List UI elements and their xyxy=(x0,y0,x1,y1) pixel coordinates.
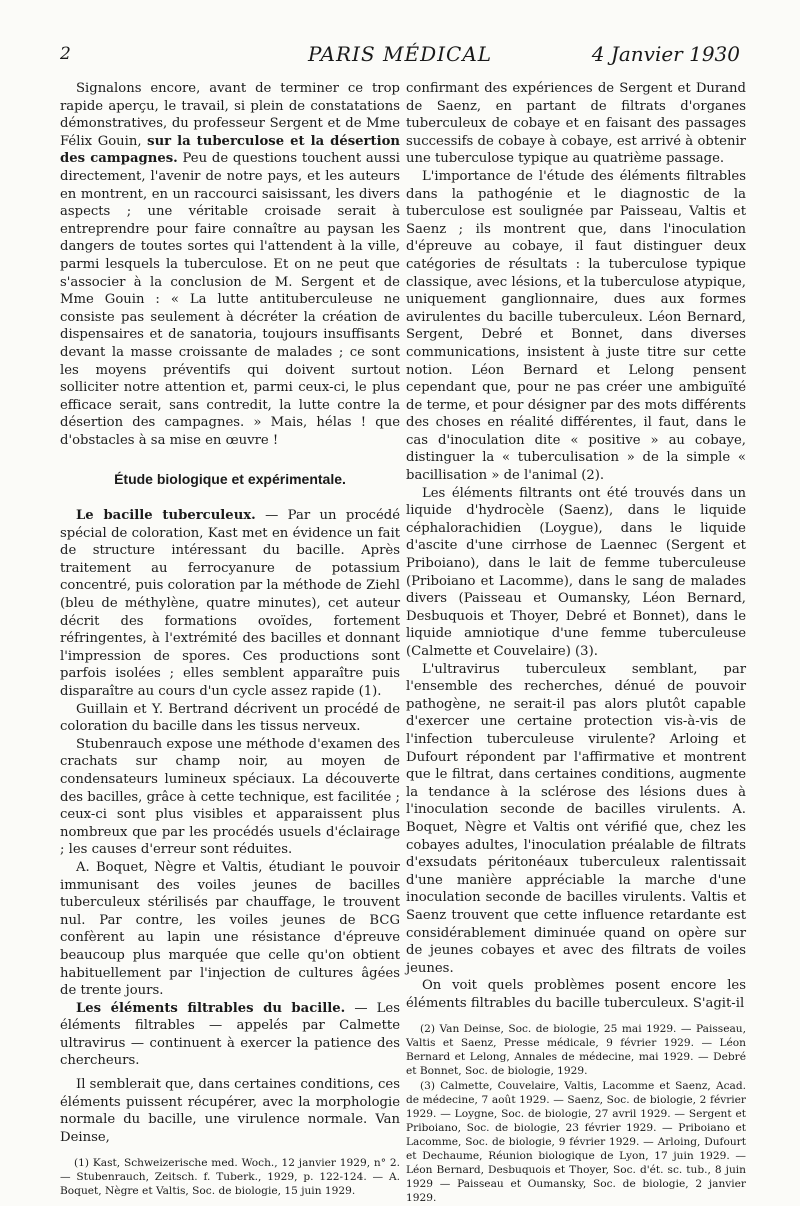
paragraph: Les éléments filtrables du bacille. — Les éléments filtrables — appelés par Calmette ultravirus — continuent à exercer la patience des chercheurs. xyxy=(60,1000,400,1069)
paragraph: L'importance de l'étude des éléments filtrables dans la pathogénie et le diagnostic de la tuberculose est soulignée par Paisseau, Valtis et Saenz ; ils montrent que, dans l'inoculation d'épreuve au cobaye, il faut distinguer deux catégories de résultats : la tuberculose typique classique, avec lésions, et la tuberculose atypique, uniquement ganglionnaire, dues aux formes avirulentes du bacille tuberculeux. Léon Bernard, Sergent, Debré et Bonnet, dans diverses communications, insistent à juste titre sur cette notion. Léon Bernard et Lelong pensent cependant que, pour ne pas créer une ambiguïté de terme, et pour désigner par des mots différents des choses en réalité différentes, il faut, dans le cas d'inoculation dite « positive » au cobaye, distinguer la « tuberculisation » de la simple « bacillisation » de l'animal (2). xyxy=(406,168,746,484)
paragraph: Stubenrauch expose une méthode d'examen des crachats sur champ noir, au moyen de condensateurs lumineux spéciaux. La découverte des bacilles, grâce à cette technique, est facilitée ; ceux-ci sont plus visibles et apparaissent plus nombreux que par les procédés usuels d'éclairage ; les causes d'erreur sont réduites. xyxy=(60,736,400,858)
paragraph: L'ultravirus tuberculeux semblant, par l'ensemble des recherches, dénué de pouvoir pathogène, ne serait-il pas alors plutôt capable d'exercer une certaine protection vis-à-vis de l'infection tuberculeuse virulente? Arloing et Dufourt répondent par l'affirmative et montrent que le filtrat, dans certaines conditions, augmente la tendance à la sclérose des lésions dues à l'inoculation seconde de bacilles virulents. A. Boquet, Nègre et Valtis ont vérifié que, chez les cobayes adultes, l'inoculation préalable de filtrats d'exsudats péritonéaux tuberculeux ralentissait d'une manière appréciable la marche d'une inoculation seconde de bacilles virulents. Valtis et Saenz trouvent que cette influence retardante est considérablement diminuée quand on opère sur de jeunes cobayes et avec des filtrats de voiles jeunes. xyxy=(406,661,746,976)
section-heading: Étude biologique et expérimentale. xyxy=(114,471,346,488)
footnote: (1) Kast, Schweizerische med. Woch., 12 janvier 1929, n° 2. — Stubenrauch, Zeitsch. f. Tuberk., 1929, p. 122-124. — A. Boquet, Nègre et Valtis, Soc. de biologie, 15 juin 1929. xyxy=(60,1157,400,1198)
footnotes xyxy=(60,1156,400,1198)
paragraph: confirmant des expériences de Sergent et Durand de Saenz, en partant de filtrats d'organes tuberculeux de cobaye et en faisant des passages successifs de cobaye à cobaye, est arrivé à obtenir une tuberculose typique au quatrième passage. xyxy=(406,81,746,167)
page-header xyxy=(60,34,740,74)
footnote: (2) Van Deinse, Soc. de biologie, 25 mai 1929. — Paisseau, Valtis et Saenz, Presse médicale, 9 février 1929. — Léon Bernard et Lelong, Annales de médecine, mai 1929. — Debré et Bonnet, Soc. de biologie, 1929. xyxy=(406,1023,746,1078)
paragraph: Le bacille tuberculeux. — Par un procédé spécial de coloration, Kast met en évidence un fait de structure intéressant du bacille. Après traitement au ferrocyanure de potassium concentré, puis coloration par la méthode de Ziehl (bleu de méthylène, quatre minutes), cet auteur décrit des formations ovoïdes, fortement réfringentes, à l'extrémité des bacilles et donnant l'impression de spores. Ces productions sont parfois isolées ; elles semblent apparaître puis disparaître au cours d'un cycle assez rapide (1). xyxy=(60,508,400,699)
paragraph: Signalons encore, avant de terminer ce trop rapide aperçu, le travail, si plein de constatations démonstratives, du professeur Sergent et de Mme Félix Gouin, sur la tuberculose et la désertion des campagnes. Peu de questions touchent aussi directement, l'avenir de notre pays, et les auteurs en montrent, en un raccourci saisissant, les divers aspects ; une véritable croisade serait à entreprendre pour faire connaître au paysan les dangers de toutes sortes qui l'attendent à la ville, parmi lesquels la tuberculose. Et on ne peut que s'associer à la conclusion de M. Sergent et de Mme Gouin : « La lutte antituberculeuse ne consiste pas seulement à décréter la création de dispensaires et de sanatoria, toujours insuffisants devant la masse croissante de malades ; ce sont les moyens préventifs qui doivent surtout solliciter notre attention et, parmi ceux-ci, le plus efficace serait, sans contredit, la lutte contre la désertion des campagnes. » Mais, hélas ! que d'obstacles à sa mise en œuvre ! xyxy=(60,81,401,448)
page-number: 2 xyxy=(60,44,71,64)
paragraph: On voit quels problèmes posent encore les éléments filtrables du bacille tuberculeux. S'agit-il xyxy=(406,978,746,1011)
footnote: (3) Calmette, Couvelaire, Valtis, Lacomme et Saenz, Acad. de médecine, 7 août 1929. — Saenz, Soc. de biologie, 2 février 1929. — Loygne, Soc. de biologie, 27 avril 1929. — Sergent et Priboiano, Soc. de biologie, 23 février 1929. — Priboiano et Lacomme, Soc. de biologie, 9 février 1929. — Arloing, Dufourt et Dechaume, Réunion biologique de Lyon, 17 juin 1929. — Léon Bernard, Desbuquois et Thoyer, Soc. d'ét. sc. tub., 8 juin 1929 — Paisseau et Oumansky, Soc. de biologie, 2 janvier 1929. xyxy=(406,1080,746,1205)
issue-date: 4 Janvier 1930 xyxy=(591,42,740,66)
paragraph: A. Boquet, Nègre et Valtis, étudiant le pouvoir immunisant des voiles jeunes de bacilles tuberculeux stérilisés par chauffage, le trouvent nul. Par contre, les voiles jeunes de BCG confèrent au lapin une résistance d'épreuve beaucoup plus marquée que celle qu'on obtient habituellement par l'injection de cultures âgées de trente jours. xyxy=(60,859,400,999)
footnotes xyxy=(406,1022,746,1205)
right-column xyxy=(406,80,746,1206)
paragraph: Les éléments filtrants ont été trouvés dans un liquide d'hydrocèle (Saenz), dans le liquide céphalorachidien (Loygue), dans le liquide d'ascite d'une cirrhose de Laennec (Sergent et Priboiano), dans le lait de femme tuberculeuse (Priboiano et Lacomme), dans le sang de malades divers (Paisseau et Oumansky, Léon Bernard, Desbuquois et Thoyer, Debré et Bonnet), dans le liquide amniotique d'une femme tuberculeuse (Calmette et Couvelaire) (3). xyxy=(406,485,746,659)
left-column xyxy=(60,80,400,1199)
journal-title: PARIS MÉDICAL xyxy=(307,42,493,66)
paragraph: Il semblerait que, dans certaines conditions, ces éléments puissent récupérer, avec la morphologie normale du bacille, une virulence normale. Van Deinse, xyxy=(60,1077,400,1145)
paragraph: Guillain et Y. Bertrand décrivent un procédé de coloration du bacille dans les tissus nerveux. xyxy=(60,701,400,735)
